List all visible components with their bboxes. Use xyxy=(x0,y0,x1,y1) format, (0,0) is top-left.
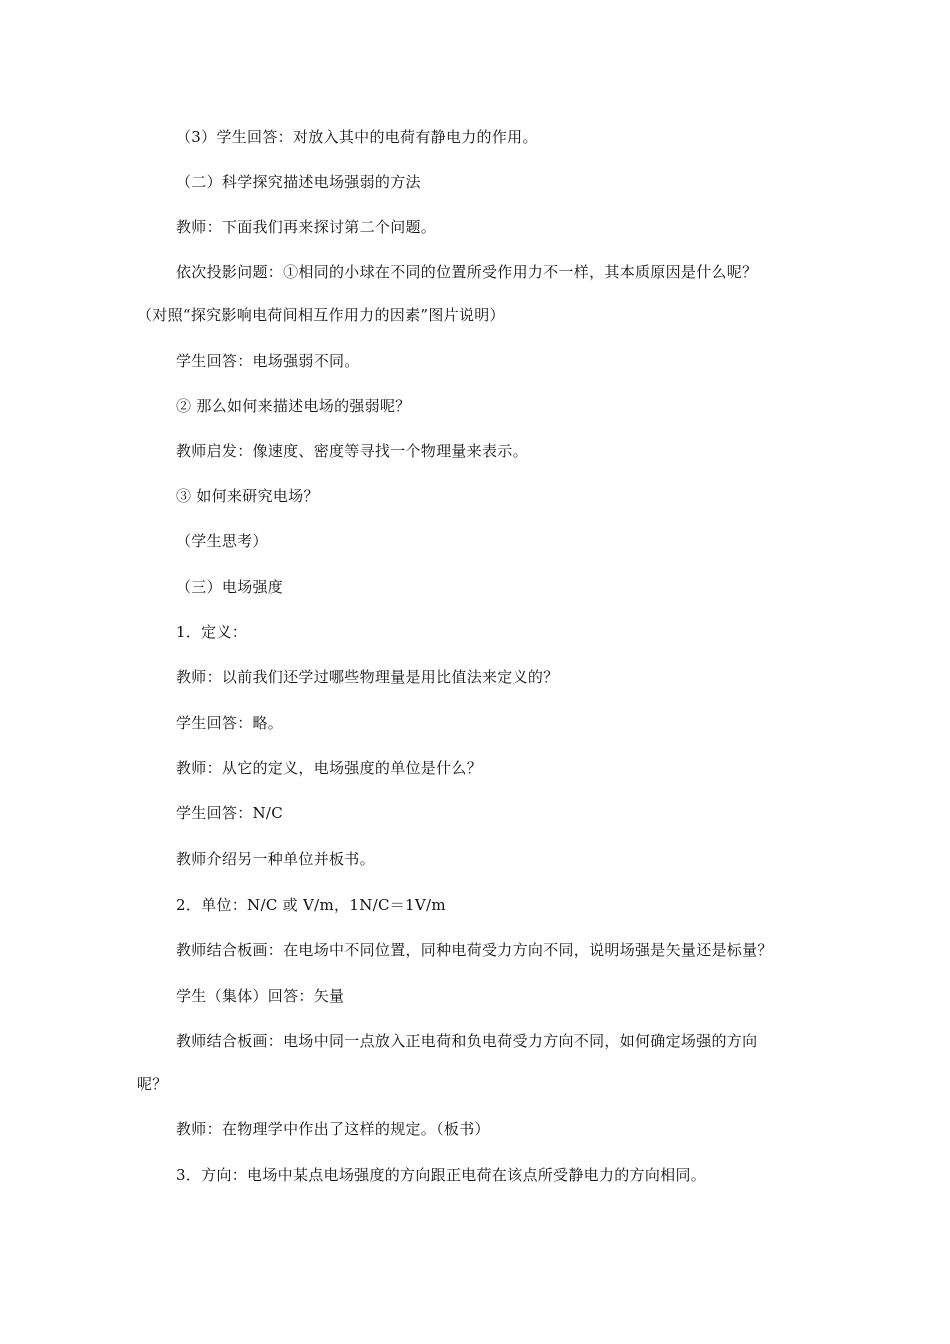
paragraph-student-answer-3: （3）学生回答：对放入其中的电荷有静电力的作用。 xyxy=(176,128,538,146)
paragraph-teacher-vector: 教师结合板画：在电场中不同位置，同种电荷受力方向不同，说明场强是矢量还是标量？ xyxy=(176,941,773,959)
paragraph-student-unit: 学生回答：N/C xyxy=(176,804,284,822)
paragraph-student-omitted: 学生回答：略。 xyxy=(176,714,284,732)
paragraph-teacher-other-unit: 教师介绍另一种单位并板书。 xyxy=(176,850,375,868)
section-heading-3: （三）电场强度 xyxy=(176,578,284,596)
paragraph-student-thinking: （学生思考） xyxy=(176,532,268,550)
paragraph-question-2: ② 那么如何来描述电场的强弱呢？ xyxy=(176,397,411,415)
paragraph-teacher-intro: 教师：下面我们再来探讨第二个问题。 xyxy=(176,218,437,236)
paragraph-teacher-direction-continued: 呢？ xyxy=(137,1075,168,1093)
paragraph-question-1: 依次投影问题：①相同的小球在不同的位置所受作用力不一样，其本质原因是什么呢？ xyxy=(176,263,758,281)
paragraph-teacher-rule: 教师：在物理学中作出了这样的规定。（板书） xyxy=(176,1120,490,1138)
section-heading-2: （二）科学探究描述电场强弱的方法 xyxy=(176,173,421,191)
paragraph-teacher-unit: 教师：从它的定义，电场强度的单位是什么？ xyxy=(176,759,483,777)
paragraph-teacher-direction: 教师结合板画：电场中同一点放入正电荷和负电荷受力方向不同，如何确定场强的方向 xyxy=(176,1032,758,1050)
paragraph-direction: 3．方向：电场中某点电场强度的方向跟正电荷在该点所受静电力的方向相同。 xyxy=(176,1166,707,1184)
paragraph-student-vector: 学生（集体）回答：矢量 xyxy=(176,987,345,1005)
paragraph-definition: 1．定义： xyxy=(176,623,248,641)
paragraph-question-3: ③ 如何来研究电场？ xyxy=(176,487,319,505)
paragraph-teacher-hint: 教师启发：像速度、密度等寻找一个物理量来表示。 xyxy=(176,442,528,460)
paragraph-unit: 2．单位：N/C 或 V/m，1N/C＝1V/m xyxy=(176,896,446,914)
paragraph-student-answer: 学生回答：电场强弱不同。 xyxy=(176,352,360,370)
paragraph-teacher-ratio: 教师：以前我们还学过哪些物理量是用比值法来定义的？ xyxy=(176,668,559,686)
paragraph-question-1-continued: （对照“探究影响电荷间相互作用力的因素”图片说明） xyxy=(137,306,505,324)
